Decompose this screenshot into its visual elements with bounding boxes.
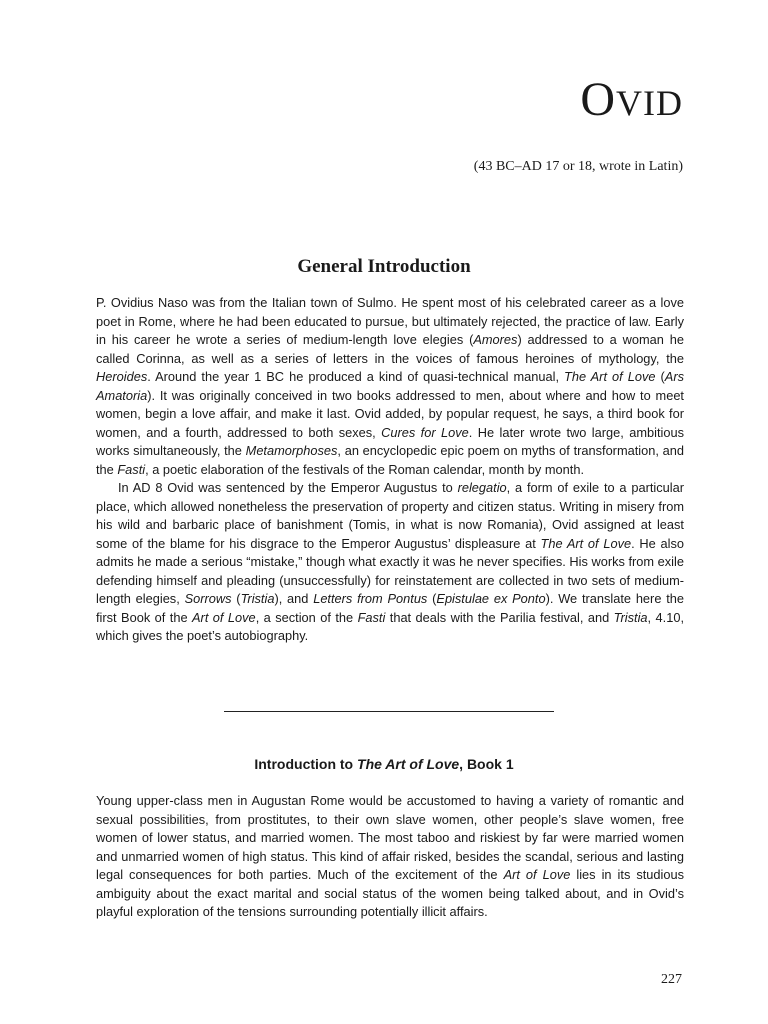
text-run: ), and bbox=[274, 591, 314, 606]
paragraph bbox=[96, 792, 684, 922]
italic-title: Art of Love bbox=[503, 867, 571, 882]
italic-title: Epistulae ex Ponto bbox=[436, 591, 546, 606]
text-run: that deals with the Parilia festival, and bbox=[385, 609, 614, 625]
italic-title: Tristia bbox=[613, 609, 648, 625]
italic-title: The Art of Love bbox=[540, 535, 632, 551]
italic-title: Amores bbox=[473, 332, 518, 347]
text-run: , 4.10, which gives the poet’s autobiography. bbox=[96, 609, 685, 643]
text-run: lies in its studious ambiguity about the exact marital and social status of the women being talked about, and in Ovid’s playful exploration of the tensions surrounding potentially illicit affairs. bbox=[96, 867, 685, 919]
art-of-love-introduction-heading bbox=[0, 756, 768, 772]
italic-title: The Art of Love bbox=[564, 369, 656, 384]
text-run: ). We translate here the first Book of the bbox=[96, 591, 685, 625]
author-dates: (43 BC–AD 17 or 18, wrote in Latin) bbox=[473, 159, 683, 174]
text-run: ). It was originally conceived in two books addressed to men, about where and how to meet women, begin a love affair, and make it last. Ovid added, by popular request, he says, a third book for women, and a fourth, addressed to both sexes, bbox=[96, 387, 684, 440]
text-run: . Around the year 1 BC he produced a kind of quasi-technical manual, bbox=[147, 369, 565, 384]
text-run: Young upper-class men in Augustan Rome would be accustomed to having a variety of romantic and sexual possibilities, from prostitutes, to their own slave women, other people’s slave women, free women of lower status, and married women. The most taboo and riskiest by far were married women and unmarried women of high status. This kind of affair risked, besides the scandal, serious and lasting legal consequences for both parties. Much of the excitement of the bbox=[96, 793, 684, 882]
italic-title: The Art of Love bbox=[357, 756, 460, 772]
italic-term: relegatio bbox=[457, 480, 507, 495]
chapter-title bbox=[580, 72, 683, 127]
text-run: P. Ovidius Naso was from the Italian town of Sulmo. He spent most of his celebrated career as a love poet in Rome, where he had been educated to pursue, but ultimately rejected, the practice of law. Early in his career he wrote a series of medium-length love elegies ( bbox=[96, 295, 684, 347]
text-run: , a section of the bbox=[255, 609, 358, 625]
italic-title: Metamorphoses bbox=[245, 443, 338, 458]
page-number: 227 bbox=[661, 972, 682, 987]
italic-title: Heroides bbox=[96, 369, 148, 384]
chapter-title-initial: O bbox=[580, 73, 617, 126]
italic-title: Tristia bbox=[240, 591, 275, 606]
text-run: ( bbox=[427, 591, 437, 606]
general-introduction-text bbox=[96, 294, 684, 646]
text-run: ( bbox=[231, 591, 241, 606]
text-run: ( bbox=[655, 369, 665, 384]
art-of-love-introduction-text bbox=[96, 792, 684, 922]
heading-text: Introduction to bbox=[254, 756, 358, 772]
text-run: . He later wrote two large, ambitious works simultaneously, the bbox=[96, 424, 684, 458]
paragraph bbox=[96, 294, 684, 479]
heading-text: , Book 1 bbox=[459, 756, 514, 772]
paragraph bbox=[96, 479, 684, 646]
italic-title: Art of Love bbox=[192, 609, 256, 625]
text-run: , a form of exile to a particular place, which allowed nonetheless the preservation of property and citizen status. Writing in misery from his wild and barbaric place of banishment (Tomis, in what is now Romania), Ovid assigned at least some of the blame for his disgrace to the Emperor Augustus’ displeasure at bbox=[96, 480, 684, 551]
italic-title: Sorrows bbox=[184, 591, 232, 606]
text-run: , a poetic elaboration of the festivals of the Roman calendar, month by month. bbox=[145, 461, 584, 477]
italic-title: Ars Amatoria bbox=[96, 369, 684, 403]
italic-title: Letters from Pontus bbox=[313, 591, 428, 606]
text-run: . He also admits he made a serious “mistake,” though what exactly it was he never specifies. His works from exile defending himself and pleading (unsuccessfully) for reinstatement are collected in two sets of medium-length elegies, bbox=[96, 535, 684, 606]
italic-title: Fasti bbox=[117, 461, 146, 477]
text-run: ) addressed to a woman he called Corinna, as well as a series of letters in the voices of famous heroines of mythology, the bbox=[96, 332, 684, 366]
chapter-title-rest: VID bbox=[616, 83, 683, 123]
italic-title: Fasti bbox=[357, 609, 386, 625]
section-divider bbox=[224, 711, 554, 712]
italic-title: Cures for Love bbox=[381, 424, 469, 440]
general-introduction-heading: General Introduction bbox=[297, 256, 471, 277]
text-run: , an encyclopedic epic poem on myths of transformation, and the bbox=[96, 443, 684, 477]
text-run: In AD 8 Ovid was sentenced by the Emperor Augustus to bbox=[118, 480, 458, 495]
